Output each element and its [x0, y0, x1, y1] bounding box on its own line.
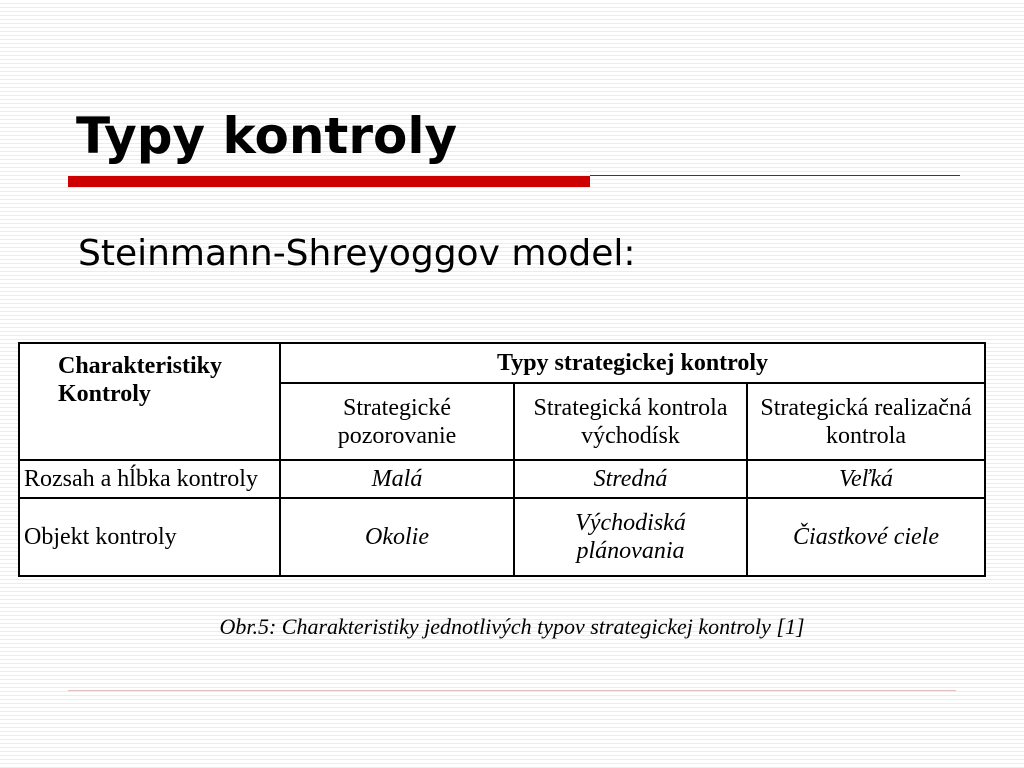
column-header-3-line-2: kontrola [826, 422, 906, 449]
table-cell: Stredná [514, 460, 747, 498]
column-header-2-line-2: východísk [581, 422, 680, 449]
table-cell: Malá [280, 460, 514, 498]
corner-header-line-2: Kontroly [58, 381, 151, 407]
table-cell: Veľká [747, 460, 985, 498]
column-header-3 [747, 383, 985, 460]
slide-title: Typy kontroly [76, 107, 458, 165]
table-corner-header [19, 343, 280, 460]
figure-caption: Obr.5: Charakteristiky jednotlivých typov strategickej kontroly [1] [219, 614, 805, 639]
title-underline-thin [590, 175, 960, 176]
table-cell-line-1: Východiská [575, 510, 686, 536]
table-cell-line-2: plánovania [576, 538, 685, 564]
footer-divider [68, 690, 956, 691]
column-header-1-line-2: pozorovanie [337, 422, 457, 449]
table-cell: Okolie [280, 498, 514, 576]
strategy-table-image [18, 342, 984, 577]
table-cell: Čiastkové ciele [747, 498, 985, 576]
title-underline-thick [68, 176, 590, 187]
table-row [19, 460, 985, 498]
corner-header-line-1: Charakteristiky [58, 353, 222, 379]
row-label: Rozsah a hĺbka kontroly [19, 460, 280, 498]
strategy-table [18, 342, 986, 577]
slide-subtitle: Steinmann-Shreyoggov model: [78, 233, 636, 274]
column-header-3-line-1: Strategická realizačná [760, 394, 972, 421]
column-header-1-line-1: Strategické [343, 394, 451, 421]
row-label: Objekt kontroly [19, 498, 280, 576]
group-header: Typy strategickej kontroly [280, 343, 985, 383]
column-header-2-line-1: Strategická kontrola [533, 394, 728, 421]
table-cell [514, 498, 747, 576]
column-header-2 [514, 383, 747, 460]
table-row [19, 498, 985, 576]
column-header-1 [280, 383, 514, 460]
